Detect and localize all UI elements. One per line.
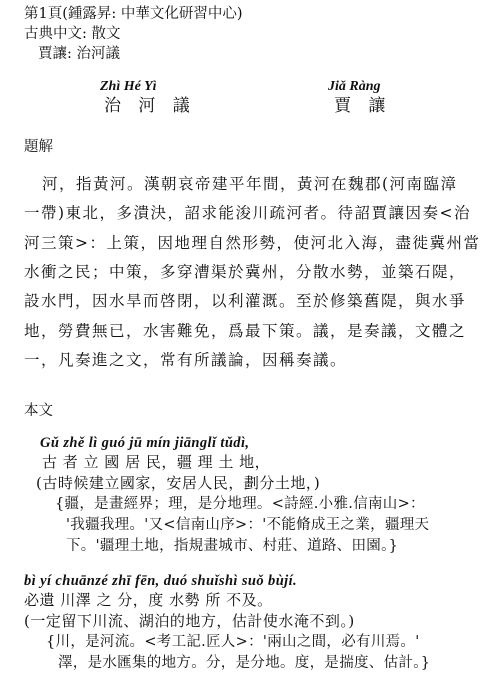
explanation-heading: 題解: [24, 139, 53, 155]
explanation-line: 設水門，因水旱而啓閉，以利灌溉。至於修築舊隄，與水爭: [24, 292, 467, 310]
passage-translation: (一定留下川流、湖泊的地方，估計使水淹不到。): [24, 612, 355, 630]
explanation-line: 水衝之民；中策，多穿漕渠於冀州，分散水勢，並築石隄，: [24, 263, 467, 281]
page-reference: 第1頁(鍾露昇: 中華文化研習中心): [24, 6, 243, 22]
passage-note-line: {川，是河流。<考工記.匠人>：'兩山之間，必有川焉。': [46, 634, 420, 650]
explanation-line: 地，勞費無已，水害難免，爲最下策。議，是奏議，文體之: [24, 322, 467, 340]
passage-translation: (古時候建立國家，安居人民，劃分土地，): [36, 474, 321, 492]
author-name-pinyin: Jiǎ Ràng: [328, 79, 381, 94]
author-work-line: 賈讓: 治河議: [38, 46, 120, 62]
passage-note-line: 下。'疆理土地，指規畫城市、村莊、道路、田園。}: [66, 538, 399, 554]
passage-hanzi: 古 者 立 國 居 民，疆 理 土 地，: [42, 453, 271, 471]
passage-pinyin: bì yí chuānzé zhī fēn, duó shuǐshì suǒ bùjí.: [24, 573, 298, 589]
passage-note-line: '我疆我理。'又<信南山序>：'不能脩成王之業，疆理天: [66, 517, 430, 533]
explanation-line: 一帶)東北，多潰決，詔求能浚川疏河者。待詔賈讓因奏<治: [24, 204, 472, 222]
explanation-line: 一，凡奏進之文，常有所議論，因稱奏議。: [24, 351, 348, 369]
work-title-pinyin: Zhì Hé Yì: [100, 79, 157, 94]
explanation-line: 河，指黃河。漢朝哀帝建平年間，黃河在魏郡(河南臨漳: [42, 175, 458, 193]
explanation-line: 河三策>：上策，因地理自然形勢，使河北入海，盡徙冀州當: [24, 234, 481, 252]
passage-note-line: 澤，是水匯集的地方。分，是分地。度，是揣度、估計。}: [58, 655, 431, 671]
passage-hanzi: 必遺 川澤 之 分，度 水勢 所 不及。: [24, 591, 273, 609]
passage-note-line: {疆，是畫經界；理，是分地理。<詩經.小雅.信南山>：: [55, 496, 425, 512]
category-line: 古典中文: 散文: [24, 26, 121, 42]
text-heading: 本文: [24, 403, 53, 419]
author-name-hanzi: 賈 讓: [334, 96, 392, 116]
work-title-hanzi: 治 河 議: [104, 96, 196, 116]
passage-pinyin: Gǔ zhě lì guó jū mín jiānglǐ tǔdì,: [40, 435, 250, 451]
